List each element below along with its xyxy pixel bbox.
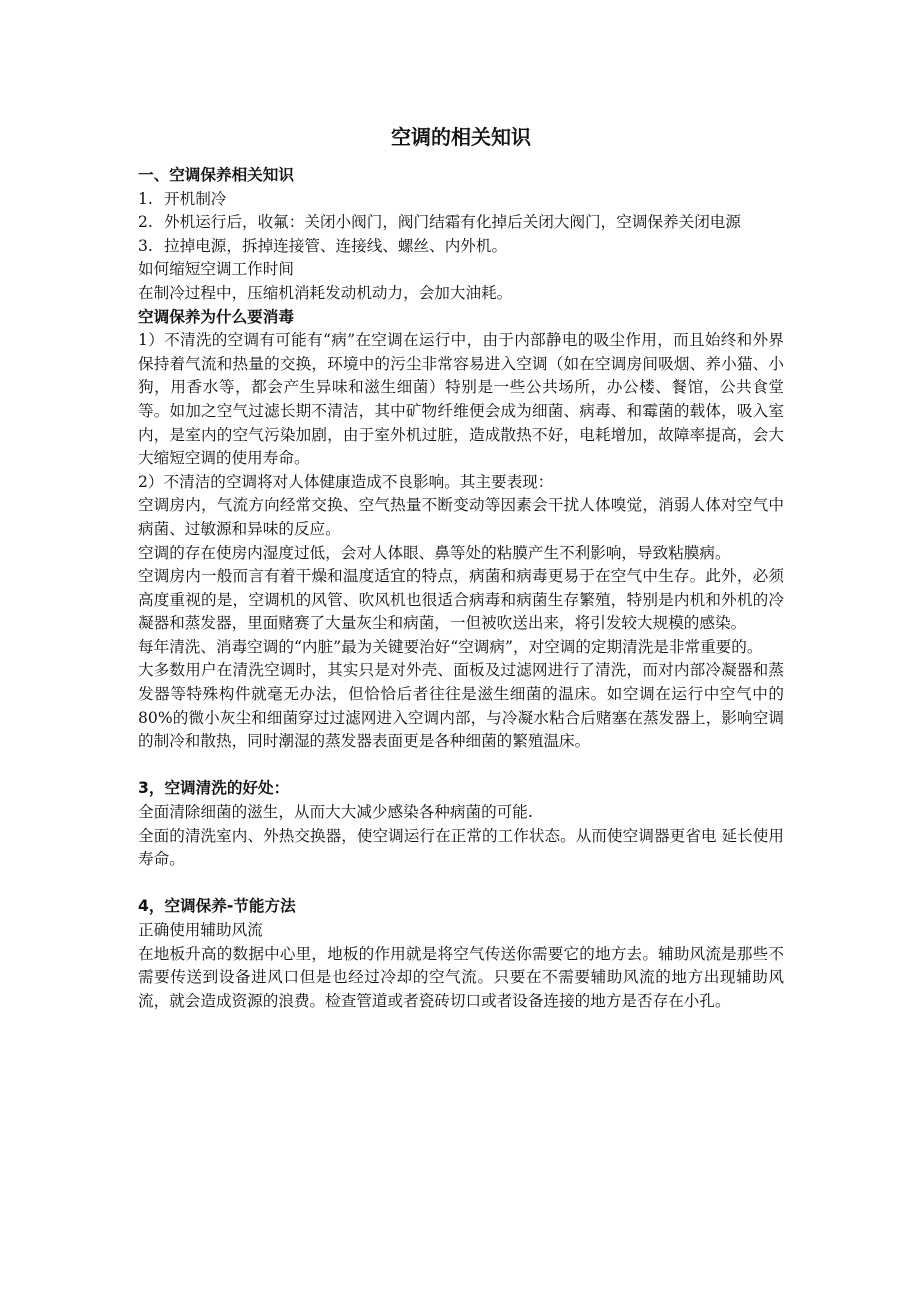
list-text: 开机制冷 xyxy=(164,189,227,208)
section-heading-2: 空调保养为什么要消毒 xyxy=(138,307,294,326)
paragraph: 大多数用户在清洗空调时，其实只是对外壳、面板及过滤网进行了清洗，而对内部冷凝器和蒸发器等特殊构件就毫无办法，但恰恰后者往往是滋生细菌的温床。如空调在运行中空气中的 80%的微小灰尘和细菌穿过过滤网进入空调内部，与冷凝水粘合后赌塞在蒸发器上，影响空调的制冷和散热，同时潮湿的蒸发器表面更是各种细菌的繁殖温床。 xyxy=(138,661,784,751)
paragraph: 2）不清洁的空调将对人体健康造成不良影响。其主要表现： xyxy=(138,472,554,491)
document-body xyxy=(138,118,784,1013)
paragraph: 在地板升高的数据中心里，地板的作用就是将空气传送你需要它的地方去。辅助风流是那些不需要传送到设备进风口但是也经过冷却的空气流。只要在不需要辅助风流的地方出现辅助风流，就会造成资源的浪费。检查管道或者瓷砖切口或者设备连接的地方是否存在小孔。 xyxy=(138,944,784,1010)
list-item xyxy=(138,188,784,212)
spacer xyxy=(138,754,784,778)
paragraph: 空调房内一般而言有着干燥和温度适宜的特点，病菌和病毒更易于在空气中生存。此外，必须高度重视的是，空调机的风管、吹风机也很适合病毒和病菌生存繁殖，特别是内机和外机的冷凝器和蒸发器，里面赌赛了大量灰尘和病菌，一但被吹送出来，将引发较大规模的感染。 xyxy=(138,567,784,633)
paragraph: 全面清除细菌的滋生，从而大大减少感染各种病菌的可能. xyxy=(138,803,533,822)
paragraph: 在制冷过程中，压缩机消耗发动机动力，会加大油耗。 xyxy=(138,283,513,302)
paragraph: 空调的存在使房内湿度过低，会对人体眼、鼻等处的粘膜产生不利影响，导致粘膜病。 xyxy=(138,543,731,562)
paragraph: 每年清洗、消毒空调的“内脏”最为关键要治好“空调病”，对空调的定期清洗是非常重要的。 xyxy=(138,637,763,656)
paragraph: 全面的清洗室内、外热交换器，使空调运行在正常的工作状态。从而使空调器更省电 延长使用寿命。 xyxy=(138,826,784,869)
list-text: 拉掉电源，拆掉连接管、连接线、螺丝、内外机。 xyxy=(164,236,508,255)
paragraph: 空调房内，气流方向经常交换、空气热量不断变动等因素会干扰人体嗅觉，消弱人体对空气中病菌、过敏源和异味的反应。 xyxy=(138,496,784,538)
section-heading-1: 一、空调保养相关知识 xyxy=(138,166,294,184)
section-heading-4: 4，空调保养-节能方法 xyxy=(138,897,296,916)
list-number: 3. xyxy=(138,236,153,255)
paragraph: 如何缩短空调工作时间 xyxy=(138,260,294,279)
list-item xyxy=(138,211,784,235)
section-heading-3: 3，空调清洗的好处： xyxy=(138,779,290,798)
list-text: 外机运行后，收氟：关闭小阀门，阀门结霜有化掉后关闭大阀门，空调保养关闭电源 xyxy=(164,213,741,232)
spacer xyxy=(138,872,784,896)
list-number: 1. xyxy=(138,189,153,208)
list-item xyxy=(138,235,784,259)
page-title: 空调的相关知识 xyxy=(391,125,531,149)
paragraph: 正确使用辅助风流 xyxy=(138,921,263,939)
list-number: 2. xyxy=(138,213,153,232)
paragraph: 1）不清洗的空调有可能有“病”在空调在运行中，由于内部静电的吸尘作用，而且始终和外界保持着气流和热量的交换，环境中的污尘非常容易进入空调（如在空调房间吸烟、养小猫、小狗，用香水等，都会产生异味和滋生细菌）特别是一些公共场所，办公楼、餐馆，公共食堂等。如加之空气过滤长期不清洁，其中矿物纤维便会成为细菌、病毒、和霉菌的载体，吸入室内，是室内的空气污染加剧，由于室外机过脏，造成散热不好，电耗增加，故障率提高，会大大缩短空调的使用寿命。 xyxy=(138,331,784,468)
